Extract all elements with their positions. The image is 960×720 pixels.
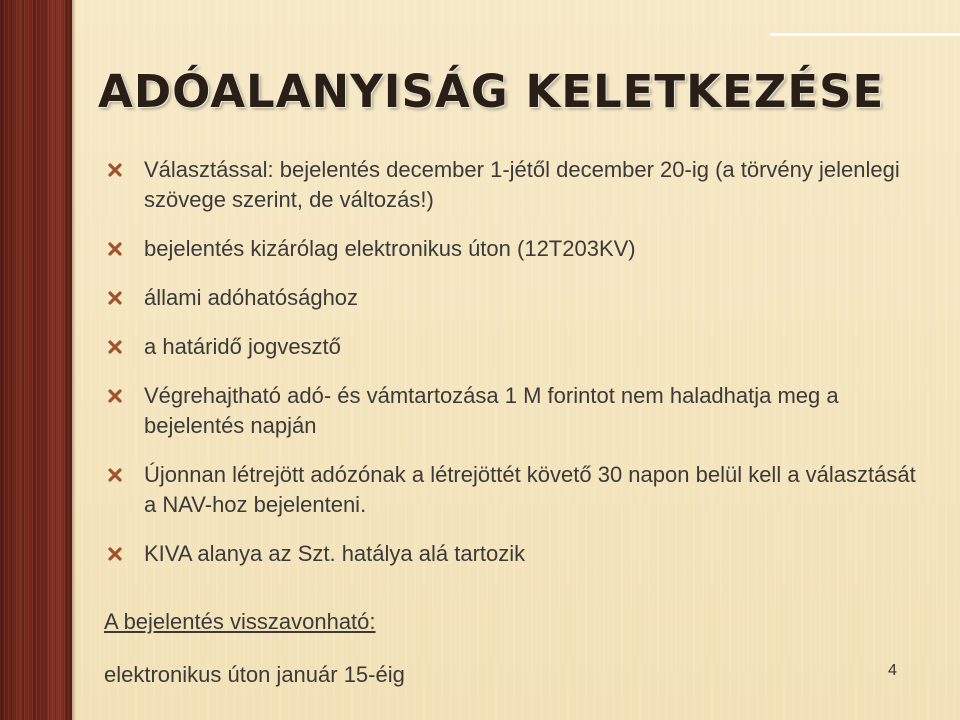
page-number: 4 xyxy=(888,662,897,679)
x-mark-icon xyxy=(108,547,122,561)
bullet-item xyxy=(104,460,924,520)
bullet-item xyxy=(104,234,924,264)
x-mark-icon xyxy=(108,291,122,305)
x-mark-icon xyxy=(108,242,122,256)
bullet-item xyxy=(104,155,924,215)
bullet-text: Újonnan létrejött adózónak a létrejöttét követő 30 napon belül kell a választását a NAV-hoz bejelenteni. xyxy=(144,462,916,517)
bullet-text: Választással: bejelentés december 1-jétől december 20-ig (a törvény jelenlegi szövege szerint, de változás!) xyxy=(144,157,900,212)
bullet-item xyxy=(104,283,924,313)
bullet-text: állami adóhatósághoz xyxy=(144,285,359,310)
bullet-text: a határidő jogvesztő xyxy=(144,334,341,359)
wood-side-bar xyxy=(0,0,72,720)
bullet-item xyxy=(104,332,924,362)
x-mark-icon xyxy=(108,389,122,403)
bullet-item xyxy=(104,381,924,441)
x-mark-icon xyxy=(108,163,122,177)
side-bar-shadow xyxy=(72,0,76,720)
bullet-item xyxy=(104,539,924,569)
bullet-text: Végrehajtható adó- és vámtartozása 1 M forintot nem haladhatja meg a bejelentés napján xyxy=(144,383,839,438)
slide-title: ADÓALANYISÁG KELETKEZÉSE xyxy=(98,65,885,118)
x-mark-icon xyxy=(108,468,122,482)
footer-heading: A bejelentés visszavonható: xyxy=(104,609,376,634)
x-mark-icon xyxy=(108,340,122,354)
footer-text: elektronikus úton január 15-éig xyxy=(104,662,405,687)
bullet-text: KIVA alanya az Szt. hatálya alá tartozik xyxy=(144,541,526,566)
corner-decoration-line xyxy=(770,33,960,36)
bullet-text: bejelentés kizárólag elektronikus úton (12T203KV) xyxy=(144,236,636,261)
bullet-list xyxy=(104,155,924,588)
